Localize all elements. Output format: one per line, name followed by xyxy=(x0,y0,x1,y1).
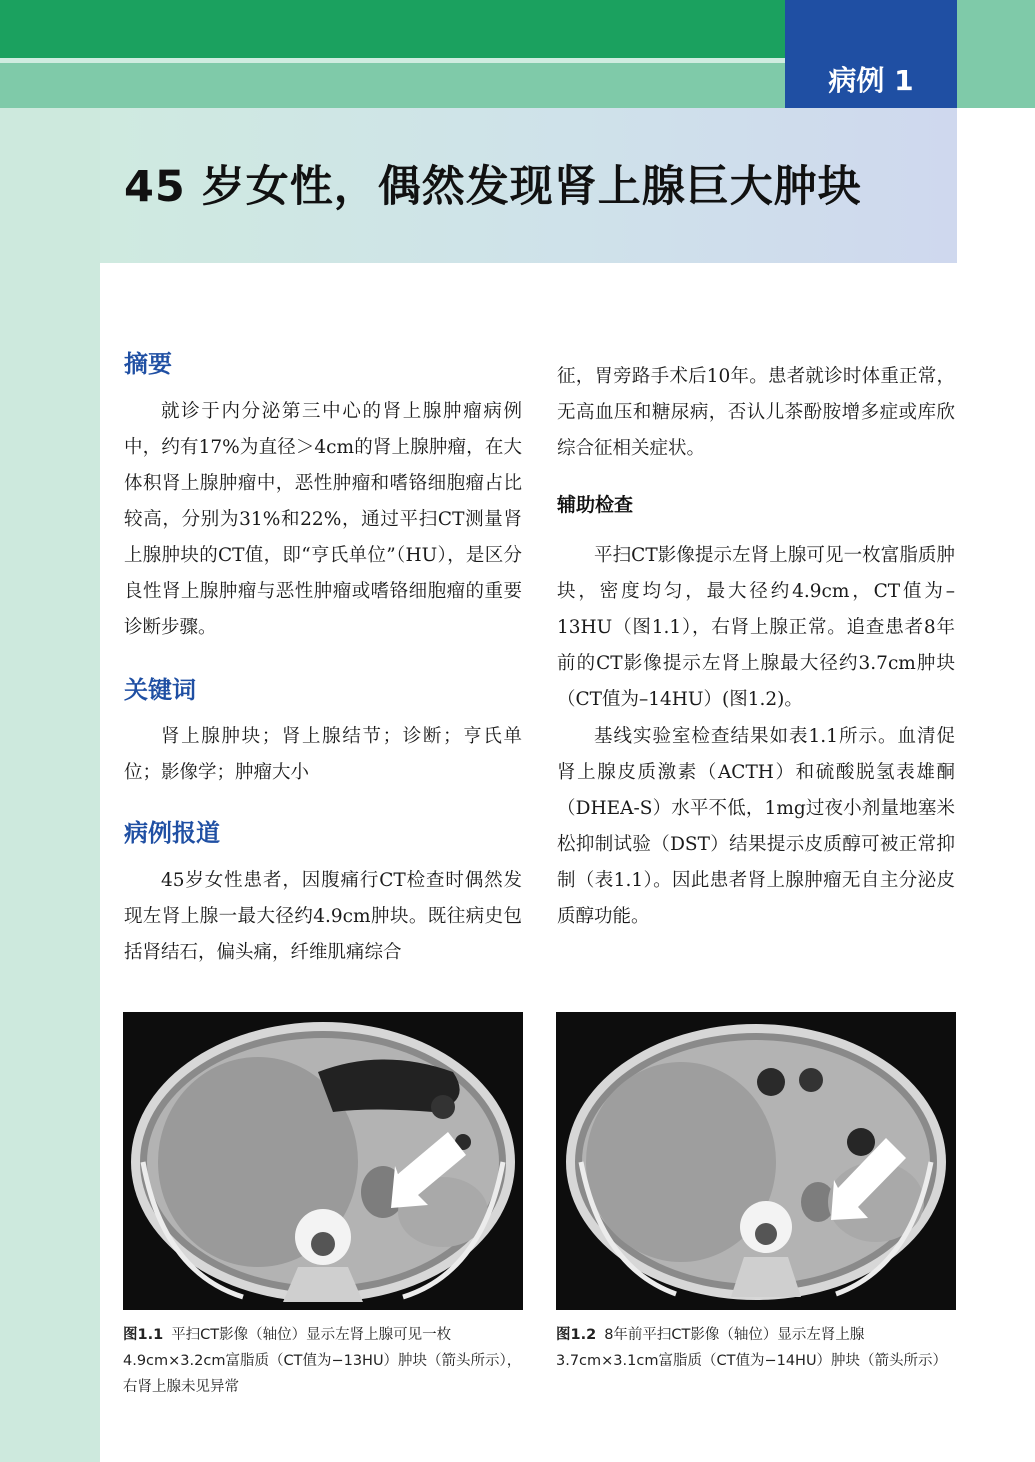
keywords-heading: 关键词 xyxy=(124,676,196,704)
auxiliary-paragraph-2: 基线实验室检查结果如表1.1所示。血清促肾上腺皮质激素（ACTH）和硫酸脱氢表雄酮（DHEA-S）水平不低，1mg过夜小剂量地塞米松抑制试验（DST）结果提示皮质醇可被正常抑制（表1.1）。因此患者肾上腺肿瘤无自主分泌皮质醇功能。 xyxy=(557,726,955,927)
abstract-text: 就诊于内分泌第三中心的肾上腺肿瘤病例中，约有17%为直径＞4cm的肾上腺肿瘤，在大体积肾上腺肿瘤中，恶性肿瘤和嗜铬细胞瘤占比较高，分别为31%和22%，通过平扫CT测量肾上腺肿块的CT值，即“亨氏单位”（HU），是区分良性肾上腺肿瘤与恶性肿瘤或嗜铬细胞瘤的重要诊断步骤。 xyxy=(124,401,522,638)
ct-scan-1-illustration xyxy=(123,1012,523,1310)
header-right-strip xyxy=(957,0,1035,108)
ct-scan-2-illustration xyxy=(556,1012,956,1310)
abstract-heading: 摘要 xyxy=(124,350,172,378)
auxiliary-heading: 辅助检查 xyxy=(557,494,634,516)
figure-1-1-label: 图1.1 xyxy=(123,1327,164,1343)
figure-1-1-ct-image xyxy=(123,1012,523,1310)
figure-1-2-caption xyxy=(556,1322,956,1374)
figure-1-2-label: 图1.2 xyxy=(556,1327,597,1343)
figure-1-1-caption xyxy=(123,1322,523,1400)
case-report-heading: 病例报道 xyxy=(124,819,220,847)
header-dark-stripe xyxy=(0,0,785,58)
header-divider xyxy=(0,58,785,63)
left-margin-bar xyxy=(0,108,100,1462)
figure-1-2-ct-image xyxy=(556,1012,956,1310)
figure-1-1-caption-text: 平扫CT影像（轴位）显示左肾上腺可见一枚4.9cm×3.2cm富脂质（CT值为−13HU）肿块（箭头所示），右肾上腺未见异常 xyxy=(123,1327,522,1395)
page-title: 45 岁女性，偶然发现肾上腺巨大肿块 xyxy=(124,162,862,212)
auxiliary-paragraph-1: 平扫CT影像提示左肾上腺可见一枚富脂质肿块，密度均匀，最大径约4.9cm，CT值为–13HU（图1.1），右肾上腺正常。追查患者8年前的CT影像提示左肾上腺最大径约3.7cm肿块（CT值为–14HU）(图1.2)。 xyxy=(557,545,955,710)
case-label: 病例 1 xyxy=(828,64,914,97)
keywords-text: 肾上腺肿块；肾上腺结节；诊断；亨氏单位；影像学；肿瘤大小 xyxy=(124,726,522,783)
case-report-text-left: 45岁女性患者，因腹痛行CT检查时偶然发现左肾上腺一最大径约4.9cm肿块。既往病史包括肾结石，偏头痛，纤维肌痛综合 xyxy=(124,870,522,963)
figure-1-2-caption-text: 8年前平扫CT影像（轴位）显示左肾上腺3.7cm×3.1cm富脂质（CT值为−14HU）肿块（箭头所示） xyxy=(556,1327,948,1369)
case-report-text-right: 征，胃旁路手术后10年。患者就诊时体重正常，无高血压和糖尿病，否认儿茶酚胺增多症或库欣综合征相关症状。 xyxy=(557,366,955,459)
